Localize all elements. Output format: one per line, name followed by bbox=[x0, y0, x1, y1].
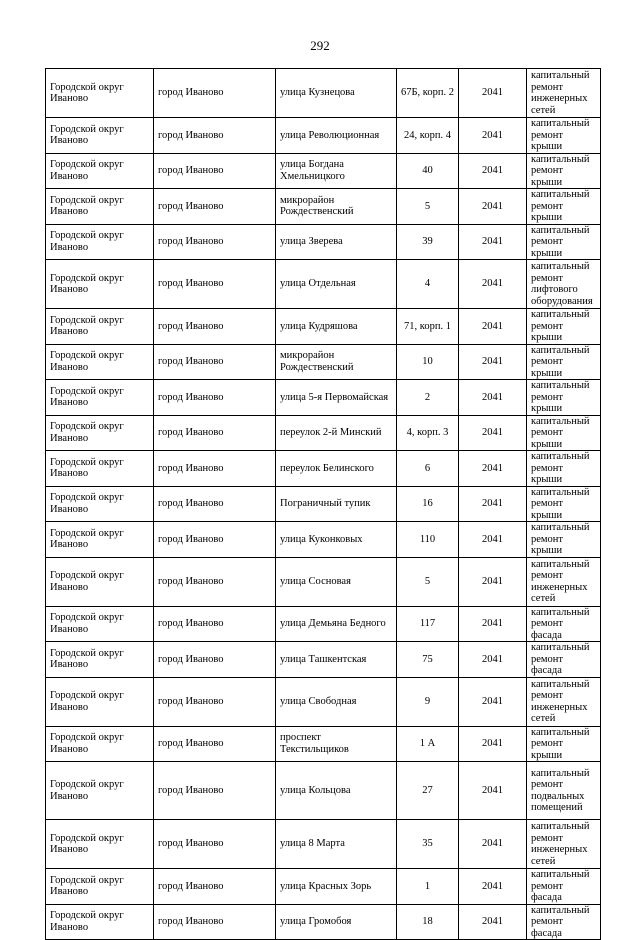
street-cell: Пограничный тупик bbox=[276, 486, 397, 522]
city-cell: город Иваново bbox=[154, 820, 276, 869]
table-row bbox=[46, 344, 601, 380]
table-body bbox=[46, 69, 601, 940]
year-cell: 2041 bbox=[459, 726, 527, 762]
house-number-cell: 24, корп. 4 bbox=[397, 118, 459, 154]
district-cell: Городской округ Иваново bbox=[46, 344, 154, 380]
city-cell: город Иваново bbox=[154, 451, 276, 487]
district-cell: Городской округ Иваново bbox=[46, 189, 154, 225]
house-number-cell: 16 bbox=[397, 486, 459, 522]
district-cell: Городской округ Иваново bbox=[46, 415, 154, 451]
city-cell: город Иваново bbox=[154, 69, 276, 118]
street-cell: улица Сосновая bbox=[276, 557, 397, 606]
house-number-cell: 67Б, корп. 2 bbox=[397, 69, 459, 118]
house-number-cell: 71, корп. 1 bbox=[397, 309, 459, 345]
house-number-cell: 5 bbox=[397, 557, 459, 606]
house-number-cell: 110 bbox=[397, 522, 459, 558]
district-cell: Городской округ Иваново bbox=[46, 677, 154, 726]
street-cell: улица Кольцова bbox=[276, 762, 397, 820]
street-cell: переулок Белинского bbox=[276, 451, 397, 487]
year-cell: 2041 bbox=[459, 869, 527, 905]
table-row bbox=[46, 557, 601, 606]
city-cell: город Иваново bbox=[154, 189, 276, 225]
year-cell: 2041 bbox=[459, 153, 527, 189]
house-number-cell: 27 bbox=[397, 762, 459, 820]
work-type-cell: капитальный ремонт крыши bbox=[527, 522, 601, 558]
table-row bbox=[46, 415, 601, 451]
city-cell: город Иваново bbox=[154, 642, 276, 678]
house-number-cell: 6 bbox=[397, 451, 459, 487]
page-number: 292 bbox=[310, 38, 330, 53]
district-cell: Городской округ Иваново bbox=[46, 869, 154, 905]
year-cell: 2041 bbox=[459, 677, 527, 726]
year-cell: 2041 bbox=[459, 118, 527, 154]
street-cell: улица Свободная bbox=[276, 677, 397, 726]
district-cell: Городской округ Иваново bbox=[46, 153, 154, 189]
street-cell: микрорайон Рождественский bbox=[276, 344, 397, 380]
district-cell: Городской округ Иваново bbox=[46, 260, 154, 309]
table-row bbox=[46, 224, 601, 260]
house-number-cell: 2 bbox=[397, 380, 459, 416]
year-cell: 2041 bbox=[459, 642, 527, 678]
work-type-cell: капитальный ремонт крыши bbox=[527, 726, 601, 762]
work-type-cell: капитальный ремонт фасада bbox=[527, 904, 601, 940]
district-cell: Городской округ Иваново bbox=[46, 557, 154, 606]
table-row bbox=[46, 642, 601, 678]
district-cell: Городской округ Иваново bbox=[46, 309, 154, 345]
work-type-cell: капитальный ремонт крыши bbox=[527, 415, 601, 451]
house-number-cell: 75 bbox=[397, 642, 459, 678]
street-cell: улица Кузнецова bbox=[276, 69, 397, 118]
street-cell: проспект Текстильщиков bbox=[276, 726, 397, 762]
table-row bbox=[46, 309, 601, 345]
district-cell: Городской округ Иваново bbox=[46, 224, 154, 260]
street-cell: улица Громобоя bbox=[276, 904, 397, 940]
work-type-cell: капитальный ремонт крыши bbox=[527, 486, 601, 522]
house-number-cell: 39 bbox=[397, 224, 459, 260]
repair-schedule-table bbox=[45, 68, 601, 940]
city-cell: город Иваново bbox=[154, 557, 276, 606]
table-row bbox=[46, 118, 601, 154]
work-type-cell: капитальный ремонт фасада bbox=[527, 642, 601, 678]
year-cell: 2041 bbox=[459, 380, 527, 416]
table-row bbox=[46, 677, 601, 726]
street-cell: улица Кудряшова bbox=[276, 309, 397, 345]
district-cell: Городской округ Иваново bbox=[46, 118, 154, 154]
work-type-cell: капитальный ремонт инженерных сетей bbox=[527, 557, 601, 606]
table-row bbox=[46, 522, 601, 558]
district-cell: Городской округ Иваново bbox=[46, 451, 154, 487]
table-row bbox=[46, 380, 601, 416]
district-cell: Городской округ Иваново bbox=[46, 522, 154, 558]
year-cell: 2041 bbox=[459, 415, 527, 451]
table-row bbox=[46, 153, 601, 189]
year-cell: 2041 bbox=[459, 486, 527, 522]
district-cell: Городской округ Иваново bbox=[46, 820, 154, 869]
year-cell: 2041 bbox=[459, 762, 527, 820]
street-cell: улица Революционная bbox=[276, 118, 397, 154]
table-row bbox=[46, 820, 601, 869]
city-cell: город Иваново bbox=[154, 606, 276, 642]
year-cell: 2041 bbox=[459, 451, 527, 487]
street-cell: улица Богдана Хмельницкого bbox=[276, 153, 397, 189]
year-cell: 2041 bbox=[459, 606, 527, 642]
city-cell: город Иваново bbox=[154, 344, 276, 380]
street-cell: микрорайон Рождественский bbox=[276, 189, 397, 225]
city-cell: город Иваново bbox=[154, 309, 276, 345]
year-cell: 2041 bbox=[459, 820, 527, 869]
house-number-cell: 1 А bbox=[397, 726, 459, 762]
city-cell: город Иваново bbox=[154, 677, 276, 726]
street-cell: улица Зверева bbox=[276, 224, 397, 260]
work-type-cell: капитальный ремонт фасада bbox=[527, 869, 601, 905]
city-cell: город Иваново bbox=[154, 415, 276, 451]
city-cell: город Иваново bbox=[154, 869, 276, 905]
house-number-cell: 117 bbox=[397, 606, 459, 642]
district-cell: Городской округ Иваново bbox=[46, 642, 154, 678]
work-type-cell: капитальный ремонт крыши bbox=[527, 344, 601, 380]
table-row bbox=[46, 869, 601, 905]
street-cell: улица Красных Зорь bbox=[276, 869, 397, 905]
district-cell: Городской округ Иваново bbox=[46, 904, 154, 940]
house-number-cell: 9 bbox=[397, 677, 459, 726]
year-cell: 2041 bbox=[459, 904, 527, 940]
city-cell: город Иваново bbox=[154, 224, 276, 260]
street-cell: переулок 2-й Минский bbox=[276, 415, 397, 451]
house-number-cell: 5 bbox=[397, 189, 459, 225]
city-cell: город Иваново bbox=[154, 260, 276, 309]
table-row bbox=[46, 189, 601, 225]
table-row bbox=[46, 451, 601, 487]
district-cell: Городской округ Иваново bbox=[46, 606, 154, 642]
district-cell: Городской округ Иваново bbox=[46, 486, 154, 522]
work-type-cell: капитальный ремонт крыши bbox=[527, 189, 601, 225]
table-row bbox=[46, 606, 601, 642]
table-row bbox=[46, 762, 601, 820]
street-cell: улица 8 Марта bbox=[276, 820, 397, 869]
work-type-cell: капитальный ремонт крыши bbox=[527, 153, 601, 189]
street-cell: улица Куконковых bbox=[276, 522, 397, 558]
house-number-cell: 4 bbox=[397, 260, 459, 309]
year-cell: 2041 bbox=[459, 309, 527, 345]
work-type-cell: капитальный ремонт подвальных помещений bbox=[527, 762, 601, 820]
year-cell: 2041 bbox=[459, 224, 527, 260]
work-type-cell: капитальный ремонт крыши bbox=[527, 118, 601, 154]
city-cell: город Иваново bbox=[154, 522, 276, 558]
work-type-cell: капитальный ремонт инженерных сетей bbox=[527, 69, 601, 118]
work-type-cell: капитальный ремонт инженерных сетей bbox=[527, 677, 601, 726]
city-cell: город Иваново bbox=[154, 380, 276, 416]
district-cell: Городской округ Иваново bbox=[46, 380, 154, 416]
work-type-cell: капитальный ремонт крыши bbox=[527, 224, 601, 260]
street-cell: улица Ташкентская bbox=[276, 642, 397, 678]
table-row bbox=[46, 726, 601, 762]
district-cell: Городской округ Иваново bbox=[46, 69, 154, 118]
work-type-cell: капитальный ремонт крыши bbox=[527, 451, 601, 487]
table-row bbox=[46, 904, 601, 940]
year-cell: 2041 bbox=[459, 260, 527, 309]
house-number-cell: 35 bbox=[397, 820, 459, 869]
table-row bbox=[46, 69, 601, 118]
year-cell: 2041 bbox=[459, 522, 527, 558]
city-cell: город Иваново bbox=[154, 904, 276, 940]
table-row bbox=[46, 486, 601, 522]
house-number-cell: 40 bbox=[397, 153, 459, 189]
work-type-cell: капитальный ремонт фасада bbox=[527, 606, 601, 642]
house-number-cell: 10 bbox=[397, 344, 459, 380]
city-cell: город Иваново bbox=[154, 762, 276, 820]
work-type-cell: капитальный ремонт лифтового оборудования bbox=[527, 260, 601, 309]
year-cell: 2041 bbox=[459, 557, 527, 606]
city-cell: город Иваново bbox=[154, 118, 276, 154]
street-cell: улица Демьяна Бедного bbox=[276, 606, 397, 642]
house-number-cell: 4, корп. 3 bbox=[397, 415, 459, 451]
city-cell: город Иваново bbox=[154, 726, 276, 762]
year-cell: 2041 bbox=[459, 69, 527, 118]
house-number-cell: 18 bbox=[397, 904, 459, 940]
work-type-cell: капитальный ремонт крыши bbox=[527, 309, 601, 345]
district-cell: Городской округ Иваново bbox=[46, 726, 154, 762]
work-type-cell: капитальный ремонт инженерных сетей bbox=[527, 820, 601, 869]
work-type-cell: капитальный ремонт крыши bbox=[527, 380, 601, 416]
city-cell: город Иваново bbox=[154, 486, 276, 522]
year-cell: 2041 bbox=[459, 344, 527, 380]
city-cell: город Иваново bbox=[154, 153, 276, 189]
house-number-cell: 1 bbox=[397, 869, 459, 905]
street-cell: улица 5-я Первомайская bbox=[276, 380, 397, 416]
street-cell: улица Отдельная bbox=[276, 260, 397, 309]
district-cell: Городской округ Иваново bbox=[46, 762, 154, 820]
year-cell: 2041 bbox=[459, 189, 527, 225]
table-row bbox=[46, 260, 601, 309]
